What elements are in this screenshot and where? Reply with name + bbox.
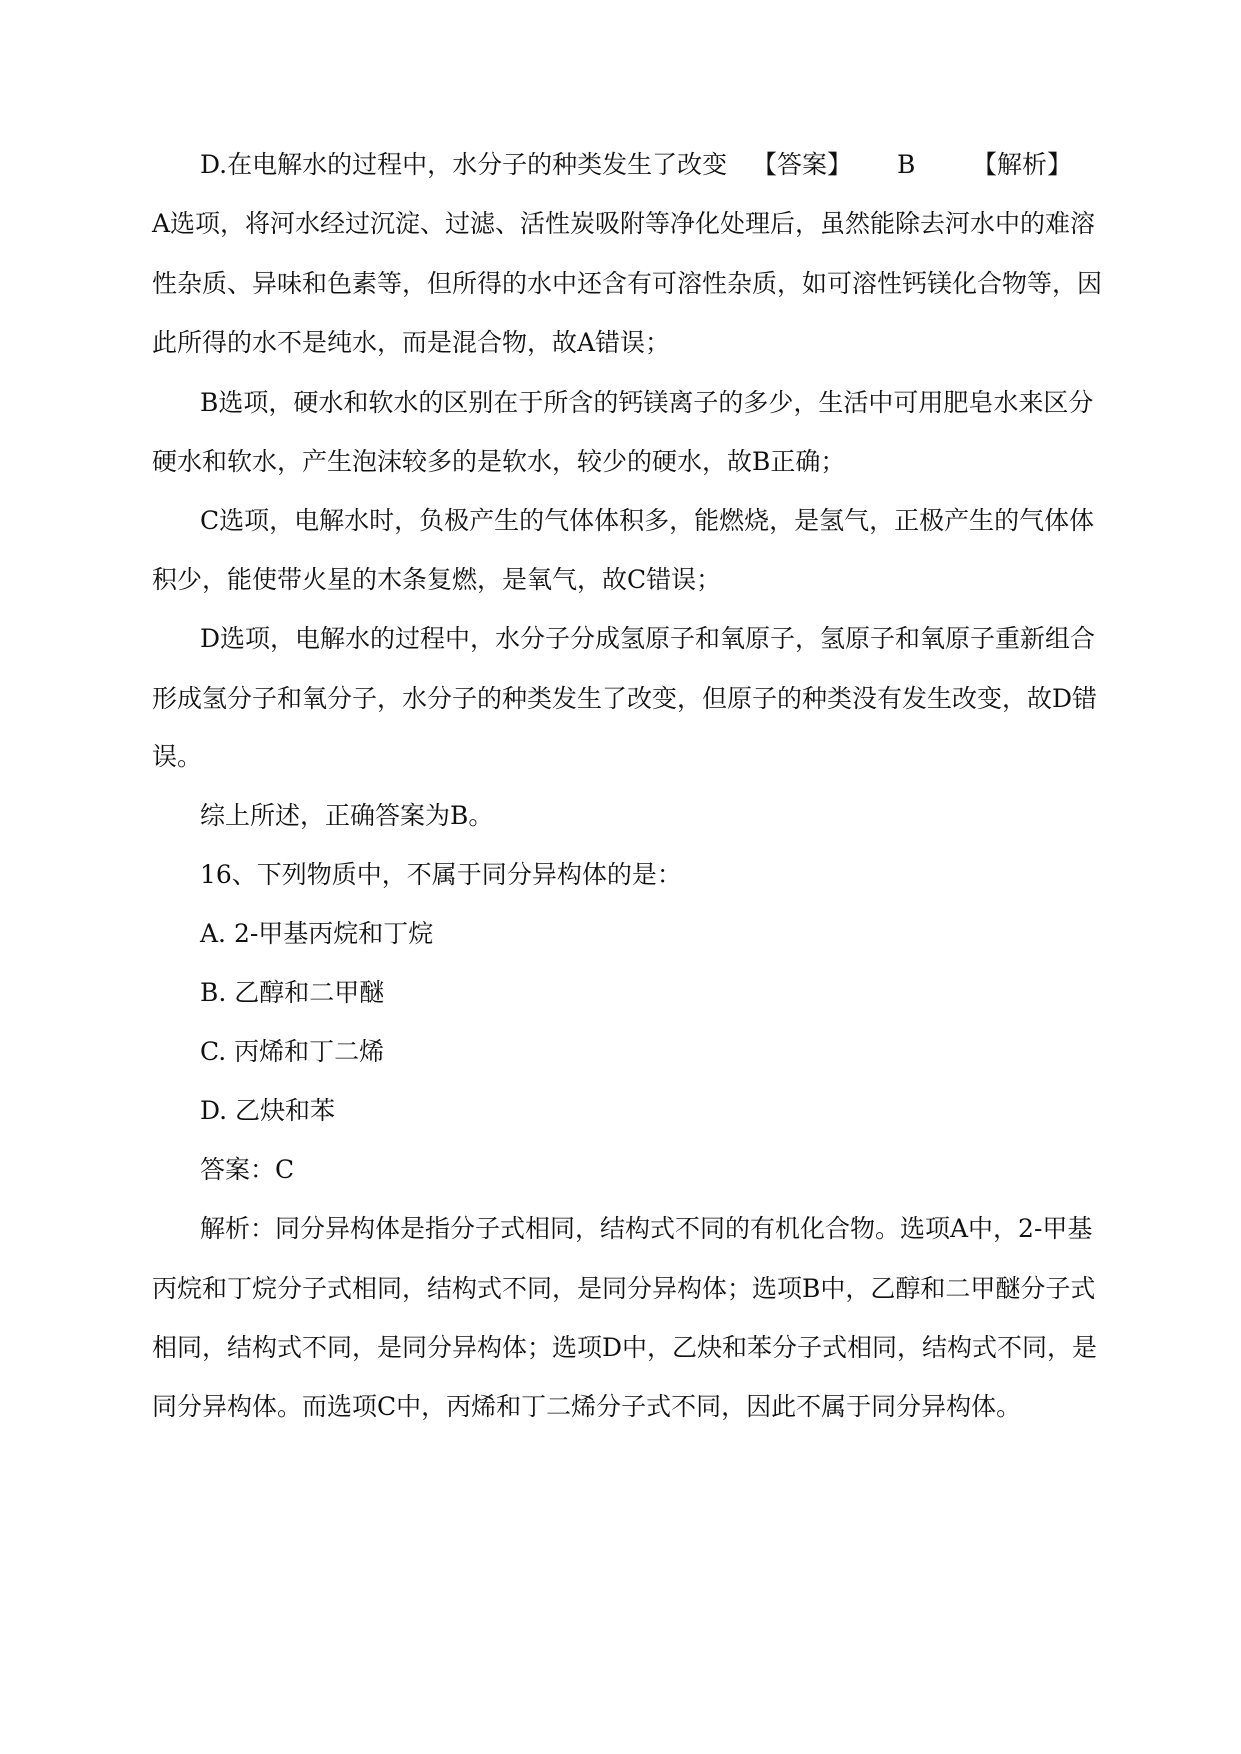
q16-answer: 答案：C [200,1155,295,1184]
analysis-d-line-2: 形成氢分子和氧分子，水分子的种类发生了改变，但原子的种类没有发生改变，故D错 [152,684,1098,713]
q16-option-a: A. 2-甲基丙烷和丁烷 [200,919,434,948]
analysis-d-line-1: D选项，电解水的过程中，水分子分成氢原子和氧原子，氢原子和氧原子重新组合 [200,624,1096,653]
analysis-b-line-1: B选项，硬水和软水的区别在于所含的钙镁离子的多少，生活中可用肥皂水来区分 [200,388,1094,417]
analysis-summary: 综上所述，正确答案为B。 [200,801,494,830]
q15-option-d: D.在电解水的过程中，水分子的种类发生了改变 [200,150,728,179]
q16-stem: 16、下列物质中，不属于同分异构体的是： [200,860,682,889]
q16-analysis-line-2: 丙烷和丁烷分子式相同，结构式不同，是同分异构体；选项B中，乙醇和二甲醚分子式 [152,1274,1096,1303]
q16-option-b: B. 乙醇和二甲醚 [200,978,385,1007]
q16-analysis-line-1: 解析：同分异构体是指分子式相同，结构式不同的有机化合物。选项A中，2-甲基 [200,1214,1093,1243]
analysis-a-line-1: A选项，将河水经过沉淀、过滤、活性炭吸附等净化处理后，虽然能除去河水中的难溶 [152,209,1096,238]
analysis-a-line-3: 此所得的水不是纯水，而是混合物，故A错误； [152,328,671,357]
answer-value: B [897,150,916,179]
analysis-d-line-3: 误。 [152,742,203,771]
analysis-a-line-2: 性杂质、异味和色素等，但所得的水中还含有可溶性杂质，如可溶性钙镁化合物等，因 [152,269,1103,298]
q16-option-d: D. 乙炔和苯 [200,1096,336,1125]
analysis-tag: 【解析】 [972,150,1073,179]
analysis-b-line-2: 硬水和软水，产生泡沫较多的是软水，较少的硬水，故B正确； [152,447,846,476]
analysis-c-line-2: 积少，能使带火星的木条复燃，是氧气，故C错误； [152,565,722,594]
analysis-c-line-1: C选项，电解水时，负极产生的气体体积多，能燃烧，是氢气，正极产生的气体体 [200,506,1095,535]
answer-tag: 【答案】 [752,150,853,179]
q16-analysis-line-4: 同分异构体。而选项C中，丙烯和丁二烯分子式不同，因此不属于同分异构体。 [152,1392,1022,1421]
q16-option-c: C. 丙烯和丁二烯 [200,1037,385,1066]
q16-analysis-line-3: 相同，结构式不同，是同分异构体；选项D中，乙炔和苯分子式相同，结构式不同，是 [152,1333,1098,1362]
